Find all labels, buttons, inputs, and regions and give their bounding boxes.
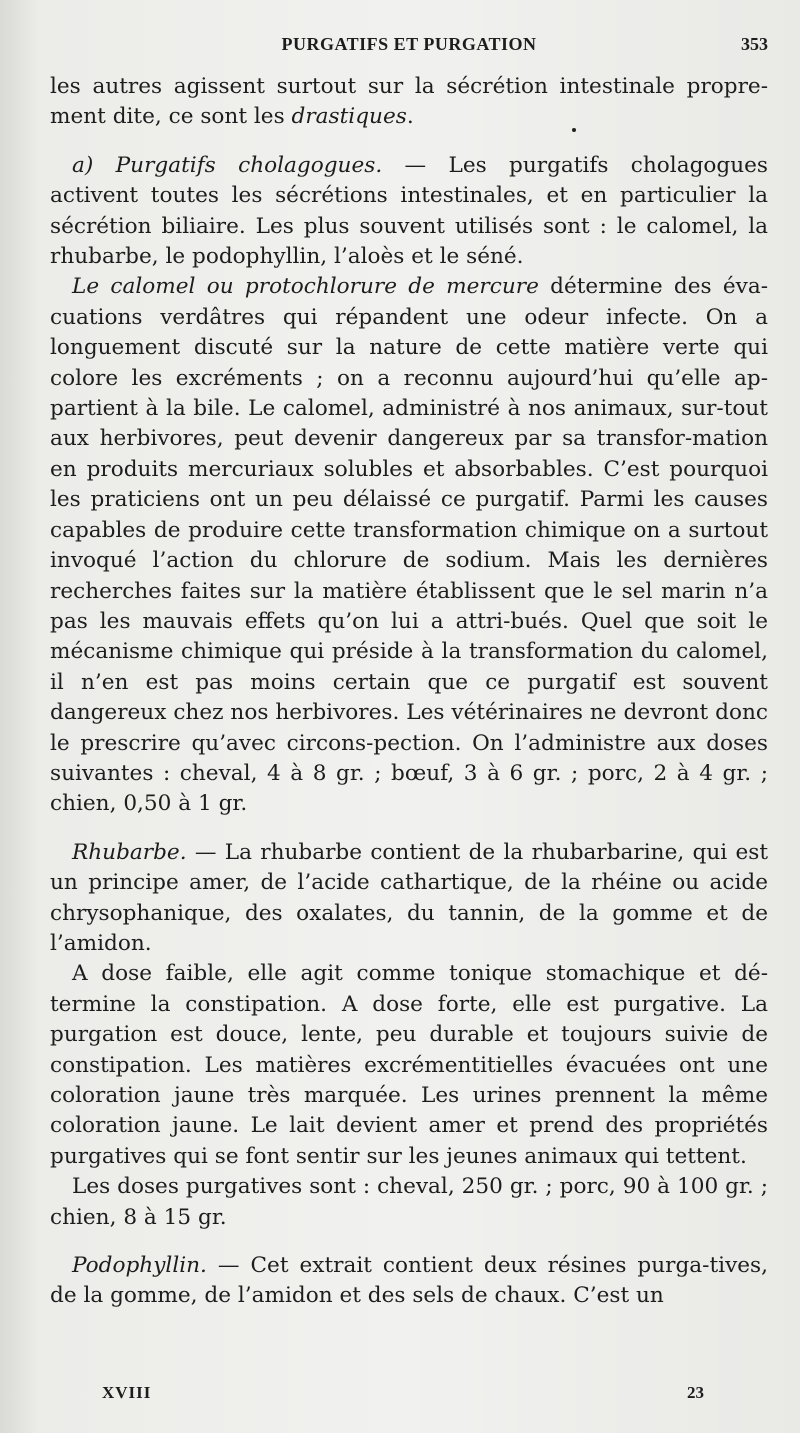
page-footer: [50, 1383, 768, 1409]
paragraph-rhubarbe: [50, 838, 768, 960]
rhubarbe-text: — La rhubarbe contient de la rhubarbarine, qui est un principe amer, de l’acide cathartique, de la rhéine ou acide chrysophanique, des oxalates, du tannin, de la gomme et de l’amidon.: [50, 839, 768, 956]
drastiques-term: drastiques: [291, 104, 407, 130]
sheet-number: 23: [687, 1383, 704, 1402]
paragraph-rhubarbe-effects: A dose faible, elle agit comme tonique stomachique et dé-termine la constipation. A dose forte, elle est purgative. La purgation est douce, lente, peu durable et toujours suivie de constipation. Les matières excrémentitielles évacuées ont une coloration jaune très marquée. Les urines prennent la même coloration jaune. Le lait devient amer et prend des propriétés purgatives qui se font sentir sur les jeunes animaux qui tettent.: [50, 961, 768, 1169]
running-header: [50, 34, 768, 58]
section-heading-cholagogues: a) Purgatifs cholagogues.: [72, 152, 383, 178]
running-title: PURGATIFS ET PURGATION: [281, 34, 537, 54]
podophyllin-text: — Cet extrait contient deux résines purga-tives, de la gomme, de l’amidon et des sels de chaux. C’est un: [50, 1253, 768, 1309]
paragraph-calomel: [50, 272, 768, 819]
section-heading-podophyllin: Podophyllin.: [72, 1253, 207, 1279]
paragraph-rhubarbe-doses: Les doses purgatives sont : cheval, 250 gr. ; porc, 90 à 100 gr. ; chien, 8 à 15 gr.: [50, 1174, 768, 1230]
page-body: [50, 72, 768, 1312]
section-heading-calomel: Le calomel ou protochlorure de mercure: [72, 274, 539, 300]
cholagogues-text: — Les purgatifs cholagogues activent toutes les sécrétions intestinales, et en particulier la sécrétion biliaire. Les plus souvent utilisés sont : le calomel, la rhubarbe, le podophyllin, l’aloès et le séné.: [50, 152, 768, 270]
intro-text: les autres agissent surtout sur la sécrétion intestinale propre-ment dite, ce sont les: [50, 74, 768, 130]
page-number: 353: [741, 34, 768, 54]
calomel-text: détermine des éva-cuations verdâtres qui répandent une odeur infecte. On a longuement discuté sur la nature de cette matière verte qui colore les excréments ; on a reconnu aujourd’hui qu’elle ap-partient à la bile. Le calomel, administré à nos animaux, sur-tout aux herbivores, peut devenir dangereux par sa transfor-mation en produits mercuriaux solubles et absorbables. C’est pourquoi les praticiens ont un peu délaissé ce purgatif. Parmi les causes capables de produire cette transformation chimique on a surtout invoqué l’action du chlorure de sodium. Mais les dernières recherches faites sur la matière établissent que le sel marin n’a pas les mauvais effets qu’on lui a attri-bués. Quel que soit le mécanisme chimique qui préside à la transformation du calomel, il n’en est pas moins certain que ce purgatif est souvent dangereux chez nos herbivores. Les vétérinaires ne devront donc le prescrire qu’avec circons-pection. On l’administre aux doses suivantes : cheval, 4 à 8 gr. ; bœuf, 3 à 6 gr. ; porc, 2 à 4 gr. ; chien, 0,50 à 1 gr.: [50, 274, 769, 817]
section-heading-rhubarbe: Rhubarbe.: [72, 839, 187, 865]
signature-mark: XVIII: [102, 1383, 152, 1402]
intro-end: .: [406, 104, 414, 130]
paragraph-intro: [50, 72, 768, 133]
paragraph-cholagogues: [50, 151, 768, 273]
paragraph-podophyllin: [50, 1251, 768, 1312]
